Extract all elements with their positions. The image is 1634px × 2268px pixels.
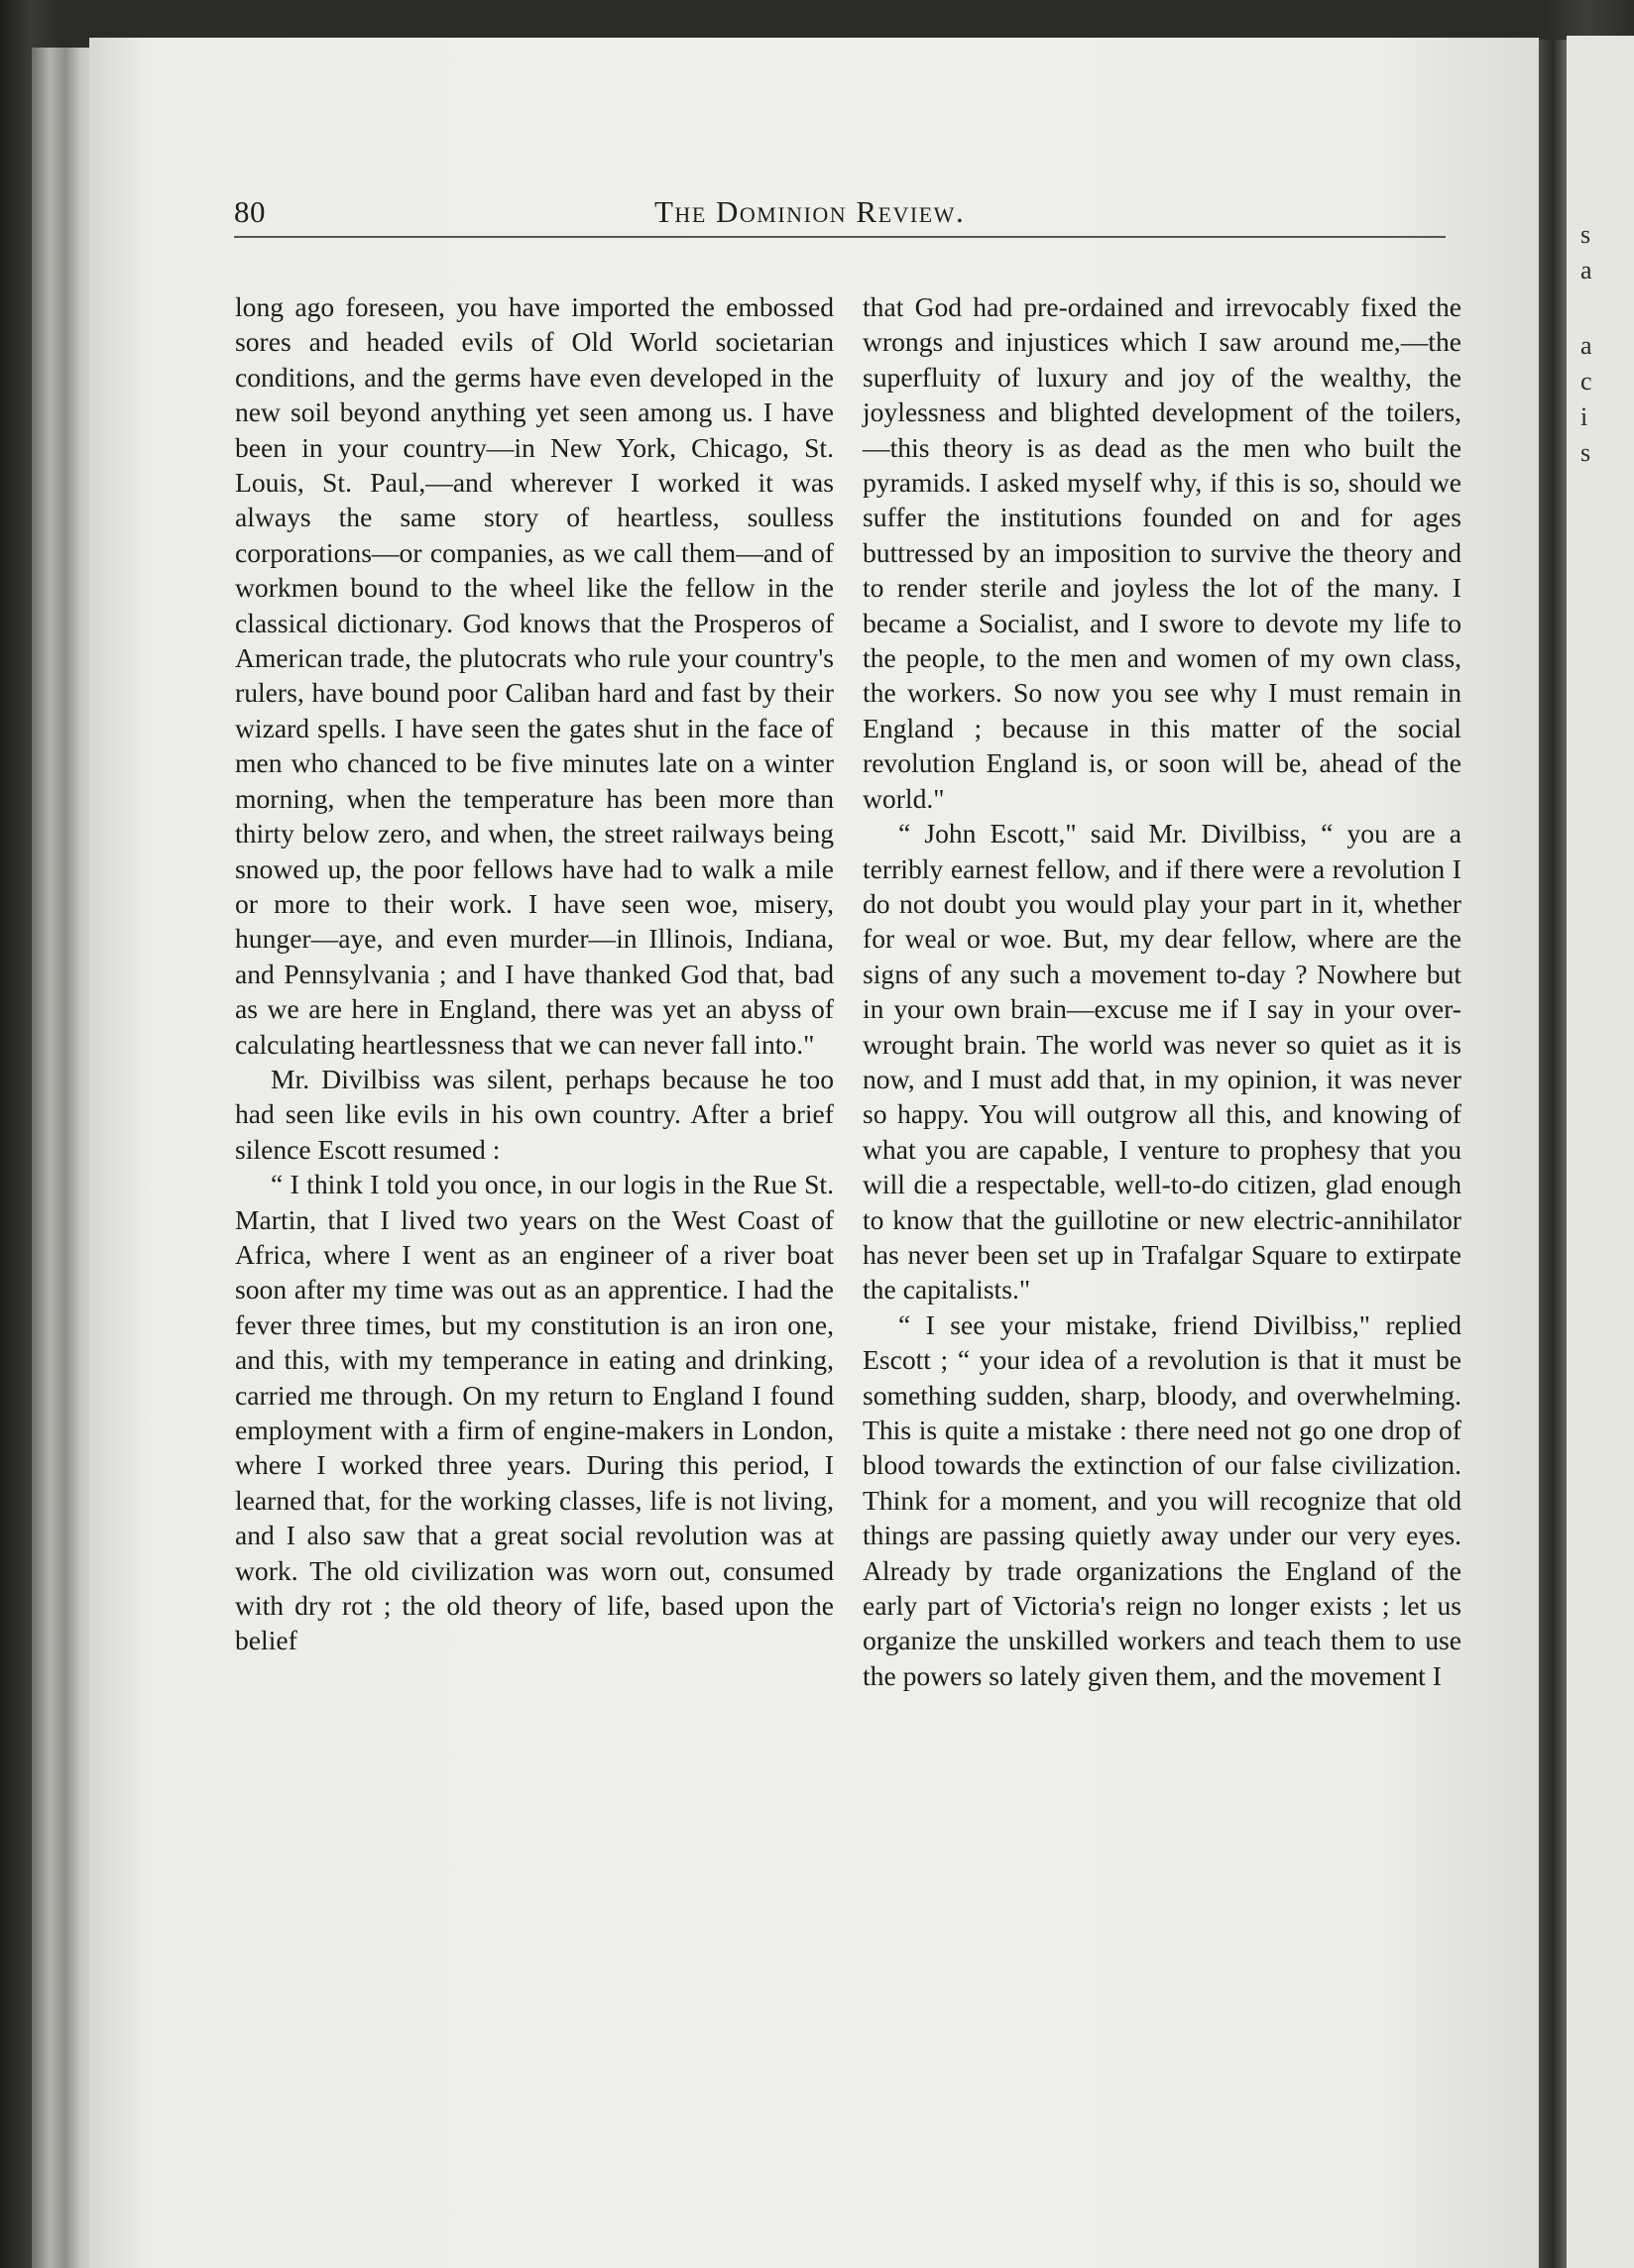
page-header [234, 194, 1448, 238]
paragraph: long ago foreseen, you have imported the embossed sores and headed evils of Old World societarian conditions, and the germs have even developed in the new soil beyond anything yet seen among us. I have been in your country—in New York, Chicago, St. Louis, St. Paul,—and wherever I worked it was always the same story of heartless, soulless corporations—or companies, as we call them—and of workmen bound to the wheel like the fellow in the classical dictionary. God knows that the Prosperos of American trade, the plutocrats who rule your country's rulers, have bound poor Caliban hard and fast by their wizard spells. I have seen the gates shut in the face of men who chanced to be five minutes late on a winter morning, when the temperature has been more than thirty below zero, and when, the street railways being snowed up, the poor fellows have had to walk a mile or more to their work. I have seen woe, misery, hunger—aye, and even murder—in Illinois, Indiana, and Pennsylvania ; and I have thanked God that, bad as we are here in England, there was yet an abyss of calculating heartlessness that we can never fall into." [235, 291, 834, 1060]
paragraph: Mr. Divilbiss was silent, perhaps because he too had seen like evils in his own country. After a brief silence Escott resumed : [235, 1063, 834, 1165]
header-rule [234, 236, 1446, 238]
facing-page-fragment: a [1580, 256, 1592, 284]
running-title: The Dominion Review. [654, 194, 966, 229]
left-text-column [235, 289, 834, 1658]
paragraph: “ I think I told you once, in our logis in the Rue St. Martin, that I lived two years on the West Coast of Africa, where I went as an engineer of a river boat soon after my time was out as an apprentice. I had the fever three times, but my constitution is an iron one, and this, with my temperance in eating and drinking, carried me through. On my return to England I found employment with a firm of engine-makers in London, where I worked three years. During this period, I learned that, for the working classes, life is not living, and I also saw that a great social revolution was at work. The old civilization was worn out, consumed with dry rot ; the old theory of life, based upon the belief [235, 1169, 834, 1656]
facing-page-fragment: c [1580, 367, 1592, 396]
facing-page-fragment: a [1580, 331, 1592, 360]
facing-page-edge [1567, 36, 1634, 2268]
facing-page-fragment: i [1580, 402, 1588, 431]
page-number: 80 [234, 194, 266, 229]
paragraph: “ John Escott," said Mr. Divilbiss, “ you are a terribly earnest fellow, and if there were a revolution I do not doubt you would play your part in it, whether for weal or woe. But, my dear fellow, where are the signs of any such a movement to-day ? Nowhere but in your own brain—excuse me if I say in your over-wrought brain. The world was never so quiet as it is now, and I must add that, in my opinion, it was never so happy. You will outgrow all this, and knowing of what you are capable, I venture to prophesy that you will die a respectable, well-to-do citizen, glad enough to know that the guillotine or new electric-annihilator has never been set up in Trafalgar Square to extirpate the capitalists." [863, 818, 1461, 1305]
paragraph: “ I see your mistake, friend Divilbiss," replied Escott ; “ your idea of a revolution is that it must be something sudden, sharp, bloody, and overwhelming. This is quite a mistake : there need not go one drop of blood towards the extinction of our false civilization. Think for a moment, and you will recognize that old things are passing quietly away under our very eyes. Already by trade organizations the England of the early part of Victoria's reign no longer exists ; let us organize the unskilled workers and teach them to use the powers so lately given them, and the movement I [863, 1308, 1461, 1691]
facing-page-fragment: s [1580, 220, 1591, 249]
facing-page-fragment: s [1580, 438, 1591, 467]
book-gutter [1539, 40, 1569, 2268]
paragraph: that God had pre-ordained and irrevocably fixed the wrongs and injustices which I saw around me,—the superfluity of luxury and joy of the wealthy, the joylessness and blighted development of the toilers, —this theory is as dead as the men who built the pyramids. I asked myself why, if this is so, should we suffer the institutions founded on and for ages buttressed by an imposition to survive the theory and to render sterile and joyless the lot of the many. I became a Socialist, and I swore to devote my life to the people, to the men and women of my own class, the workers. So now you see why I must remain in England ; because in this matter of the social revolution England is, or soon will be, ahead of the world." [863, 291, 1461, 814]
right-text-column [863, 289, 1461, 1693]
